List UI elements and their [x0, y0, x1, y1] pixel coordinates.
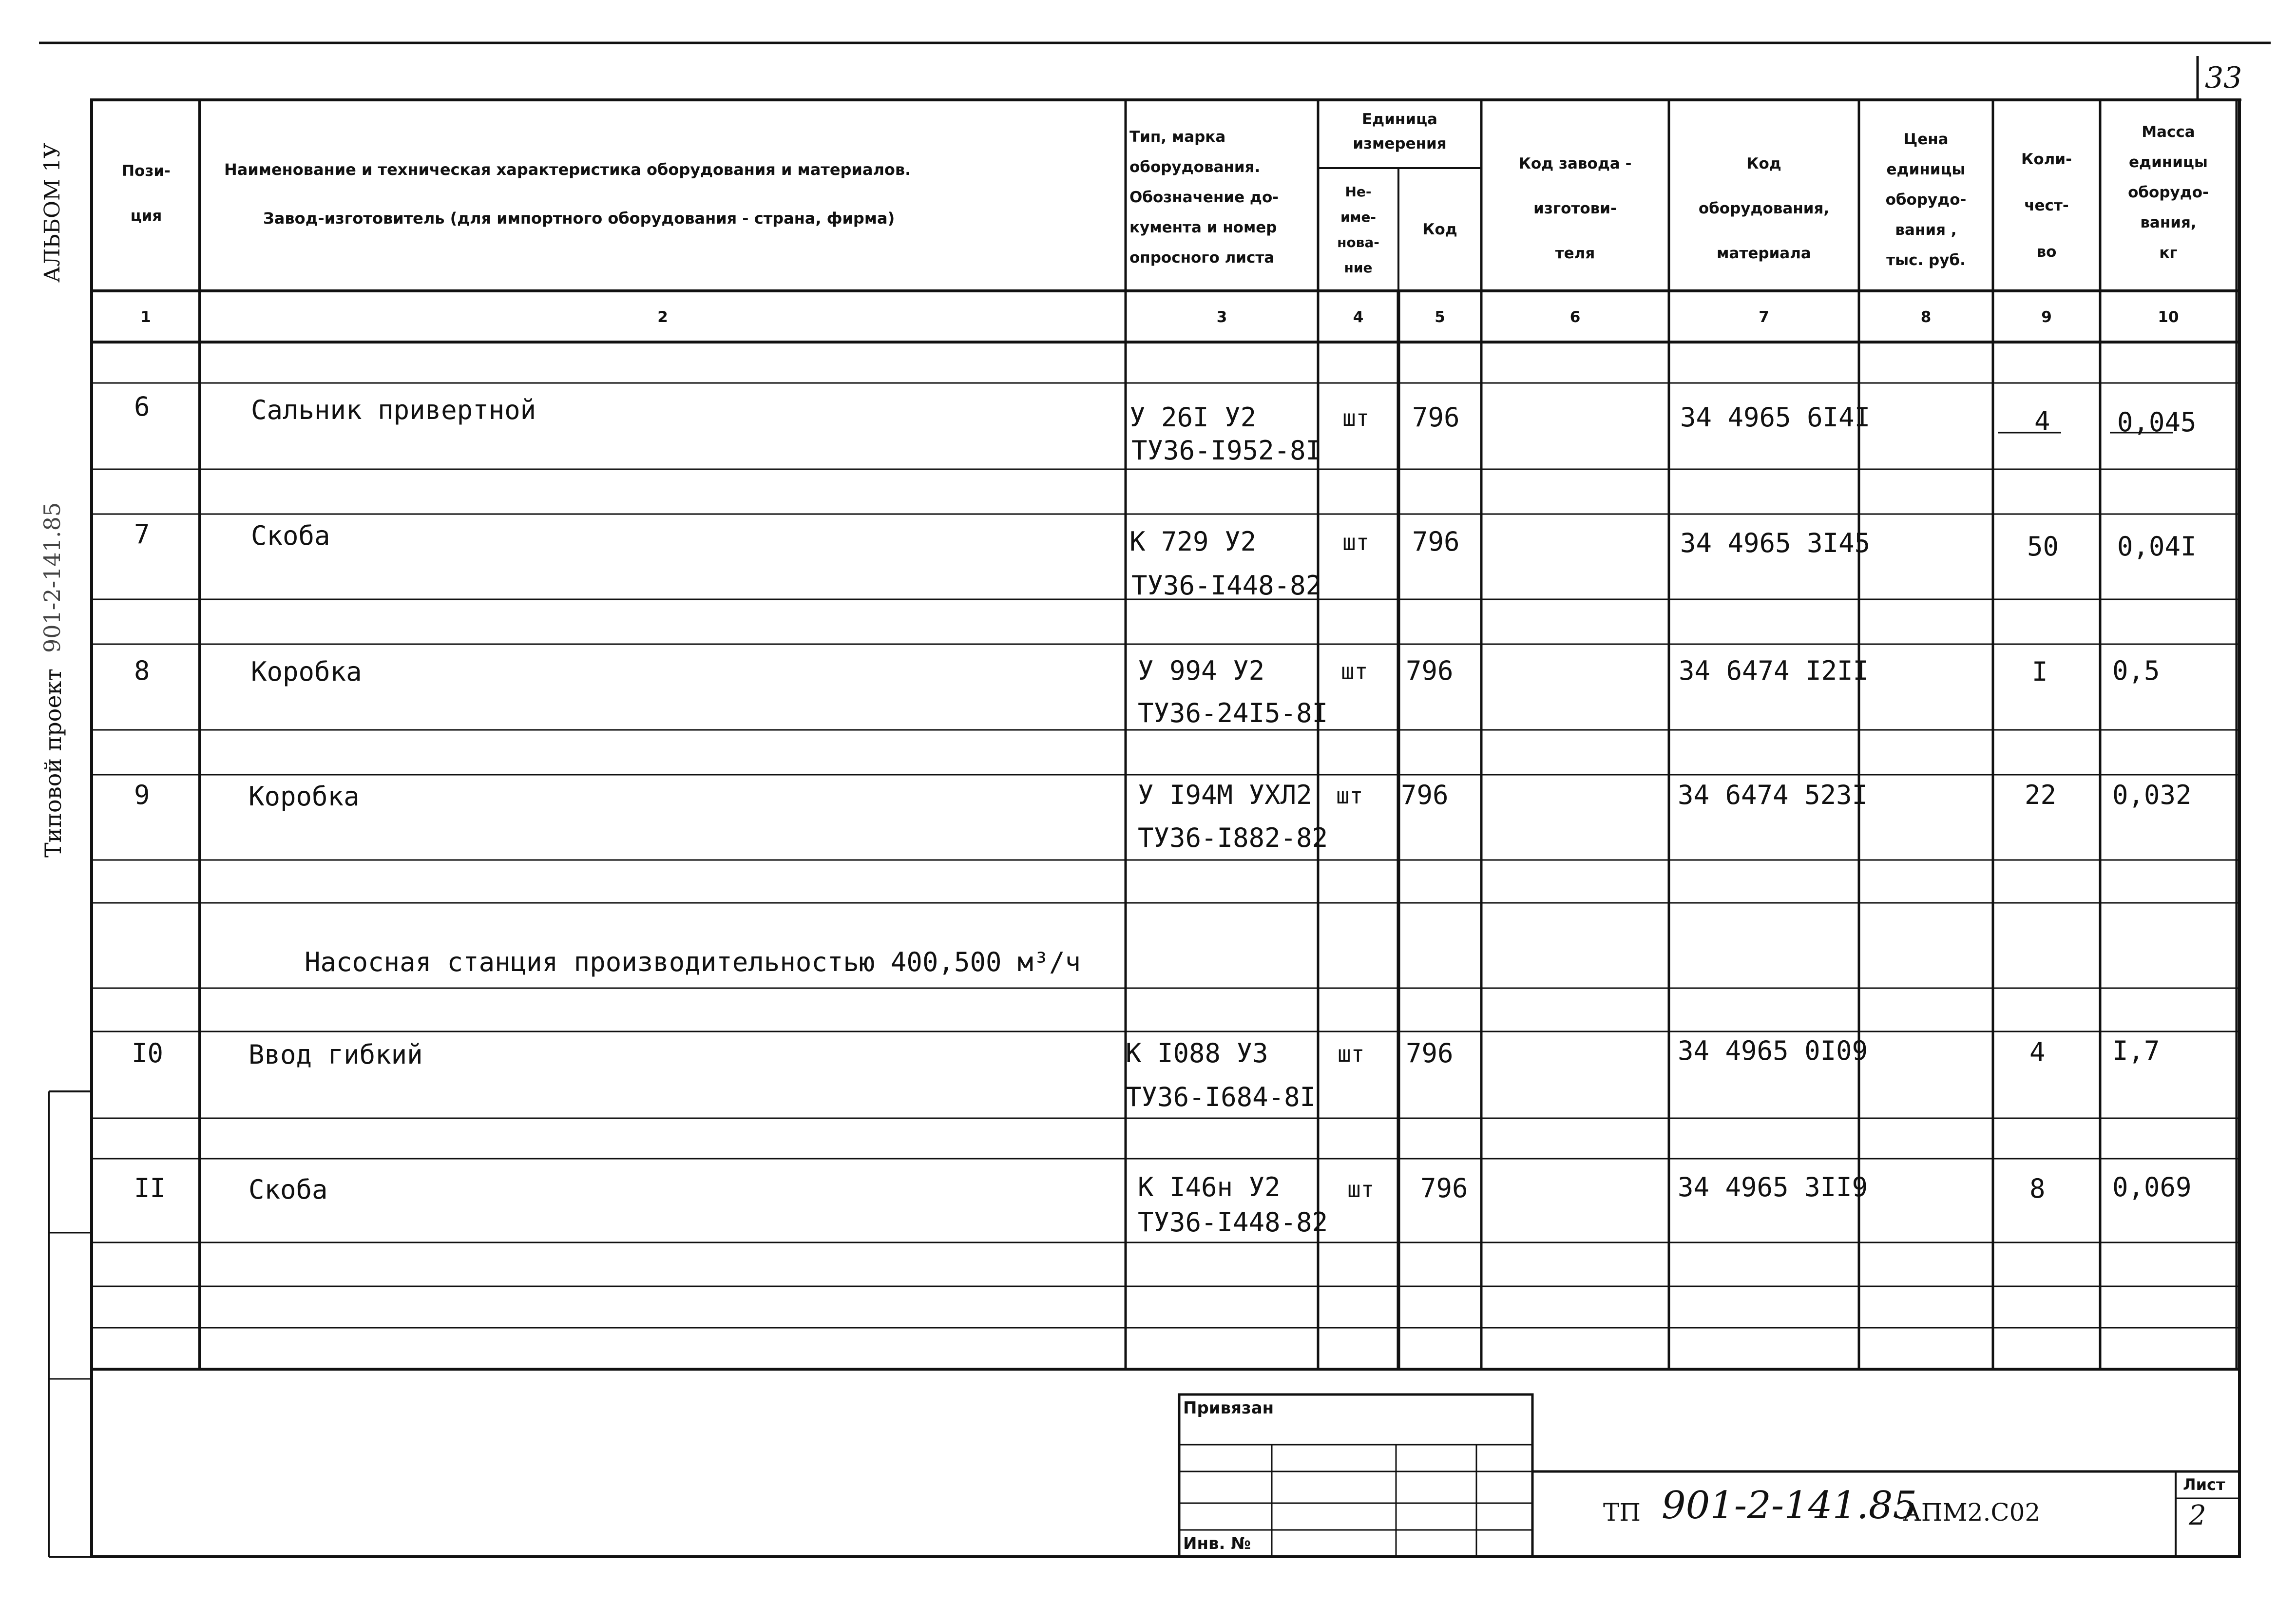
col-number-4: 4 — [1353, 308, 1364, 326]
row-quantity: I — [2032, 656, 2048, 687]
header-name: Наименование и техническая характеристика оборудования и материалов. Завод-изготовитель (для импортного оборудования - страна, фирма) — [224, 160, 911, 228]
row-name: Скоба — [251, 520, 330, 551]
col-number-2: 2 — [657, 308, 668, 326]
col-number-5: 5 — [1435, 308, 1445, 326]
col-number-8: 8 — [1920, 308, 1932, 326]
project-type-label: Типовой проект — [40, 668, 66, 858]
row-unit-code: 796 — [1412, 526, 1460, 557]
row-document: ТУ36-I448-82 — [1138, 1207, 1328, 1238]
row-type: К I46н У2 — [1138, 1172, 1281, 1203]
stamp-privyazan: Привязан — [1183, 1398, 1274, 1418]
row-position: 6 — [134, 391, 150, 422]
row-position: 9 — [134, 780, 150, 810]
col-number-1: 1 — [140, 308, 151, 326]
row-type: У 26I У2 — [1129, 402, 1257, 433]
row-unit-code: 796 — [1401, 780, 1449, 810]
row-name: Коробка — [251, 656, 362, 687]
row-mass: 0,032 — [2112, 780, 2192, 810]
row-document: ТУ36-I448-82 — [1131, 570, 1322, 601]
row-unit: шт — [1341, 658, 1368, 685]
row-equipment-code: 34 6474 I2II — [1679, 655, 1869, 686]
row-unit: шт — [1336, 783, 1363, 809]
stamp-sheet-label: Лист — [2183, 1475, 2225, 1494]
col-number-9: 9 — [2041, 308, 2052, 326]
row-quantity: 4 — [2034, 406, 2050, 437]
stamp-tp: ТП — [1603, 1498, 1641, 1527]
row-unit: шт — [1342, 529, 1370, 555]
row-quantity: 8 — [2029, 1173, 2046, 1204]
row-name: Коробка — [249, 781, 360, 812]
row-document: ТУ36-24I5-8I — [1138, 698, 1328, 728]
row-unit: шт — [1347, 1176, 1375, 1203]
stamp-sheet-number: 2 — [2189, 1500, 2206, 1531]
stamp-inv-no: Инв. № — [1183, 1534, 1251, 1553]
row-unit: шт — [1342, 405, 1370, 431]
row-equipment-code: 34 4965 6I4I — [1680, 402, 1871, 433]
row-unit-code: 796 — [1420, 1173, 1468, 1203]
row-position: 8 — [134, 655, 150, 686]
row-equipment-code: 34 4965 0I09 — [1678, 1035, 1868, 1066]
row-quantity: 50 — [2027, 531, 2059, 562]
stamp-doc-number: 901-2-141.85 — [1662, 1484, 1917, 1528]
row-name: Ввод гибкий — [249, 1039, 423, 1070]
section-title: Насосная станция производительностью 400,500 м³/ч — [305, 947, 1081, 977]
header-unit-group: Единица измерения — [1353, 111, 1447, 153]
row-unit: шт — [1338, 1041, 1365, 1067]
row-quantity: 22 — [2025, 780, 2057, 810]
row-position: II — [134, 1173, 166, 1203]
album-label: АЛЬБОМ 1У — [40, 143, 65, 283]
row-position: 7 — [134, 519, 150, 550]
row-position: I0 — [132, 1038, 164, 1069]
row-unit-code: 796 — [1412, 402, 1460, 433]
page-number: 33 — [2205, 61, 2242, 95]
header-mass: Масса единицы оборудо- вания, кг — [2128, 123, 2209, 262]
header-position: Пози- ция — [122, 162, 171, 225]
row-equipment-code: 34 4965 3I45 — [1680, 528, 1871, 558]
project-code-side: 901-2-141.85 — [39, 502, 65, 653]
row-type: К 729 У2 — [1129, 526, 1257, 557]
row-type: У I94М УХЛ2 — [1138, 780, 1312, 810]
row-mass: I,7 — [2112, 1035, 2160, 1066]
col-number-10: 10 — [2158, 308, 2179, 326]
stamp-doc-code: АПМ2.С02 — [1903, 1498, 2041, 1527]
row-name: Сальник привертной — [251, 395, 536, 425]
col-number-6: 6 — [1569, 308, 1581, 326]
header-price: Цена единицы оборудо- вания , тыс. руб. — [1885, 131, 1967, 269]
row-equipment-code: 34 6474 523I — [1678, 780, 1868, 810]
row-name: Скоба — [249, 1174, 328, 1205]
row-type: К I088 У3 — [1126, 1038, 1268, 1069]
header-quantity: Коли- чест- во — [2021, 151, 2072, 261]
row-unit-code: 796 — [1406, 1038, 1454, 1069]
row-equipment-code: 34 4965 3II9 — [1678, 1172, 1868, 1203]
row-mass: 0,5 — [2112, 655, 2160, 686]
col-number-3: 3 — [1216, 308, 1227, 326]
row-type: У 994 У2 — [1138, 655, 1265, 686]
col-number-7: 7 — [1759, 308, 1769, 326]
row-mass: 0,04I — [2117, 531, 2197, 562]
row-mass: 0,069 — [2112, 1172, 2192, 1203]
row-quantity: 4 — [2029, 1037, 2046, 1068]
row-document: ТУ36-I684-8I — [1126, 1082, 1316, 1112]
header-unit-code: Код — [1422, 221, 1457, 238]
row-unit-code: 796 — [1406, 655, 1454, 686]
row-document: ТУ36-I952-8I — [1131, 435, 1322, 466]
row-document: ТУ36-I882-82 — [1138, 822, 1328, 853]
header-type: Тип, марка оборудования. Обозначение до- кумента и номер опросного листа — [1129, 128, 1279, 267]
header-manufacturer-code: Код завода - изготови- теля — [1518, 155, 1632, 262]
header-unit-name: Не- име- нова- ние — [1337, 184, 1379, 276]
row-mass: 0,045 — [2117, 407, 2197, 438]
header-equipment-code: Код оборудования, материала — [1698, 155, 1830, 262]
